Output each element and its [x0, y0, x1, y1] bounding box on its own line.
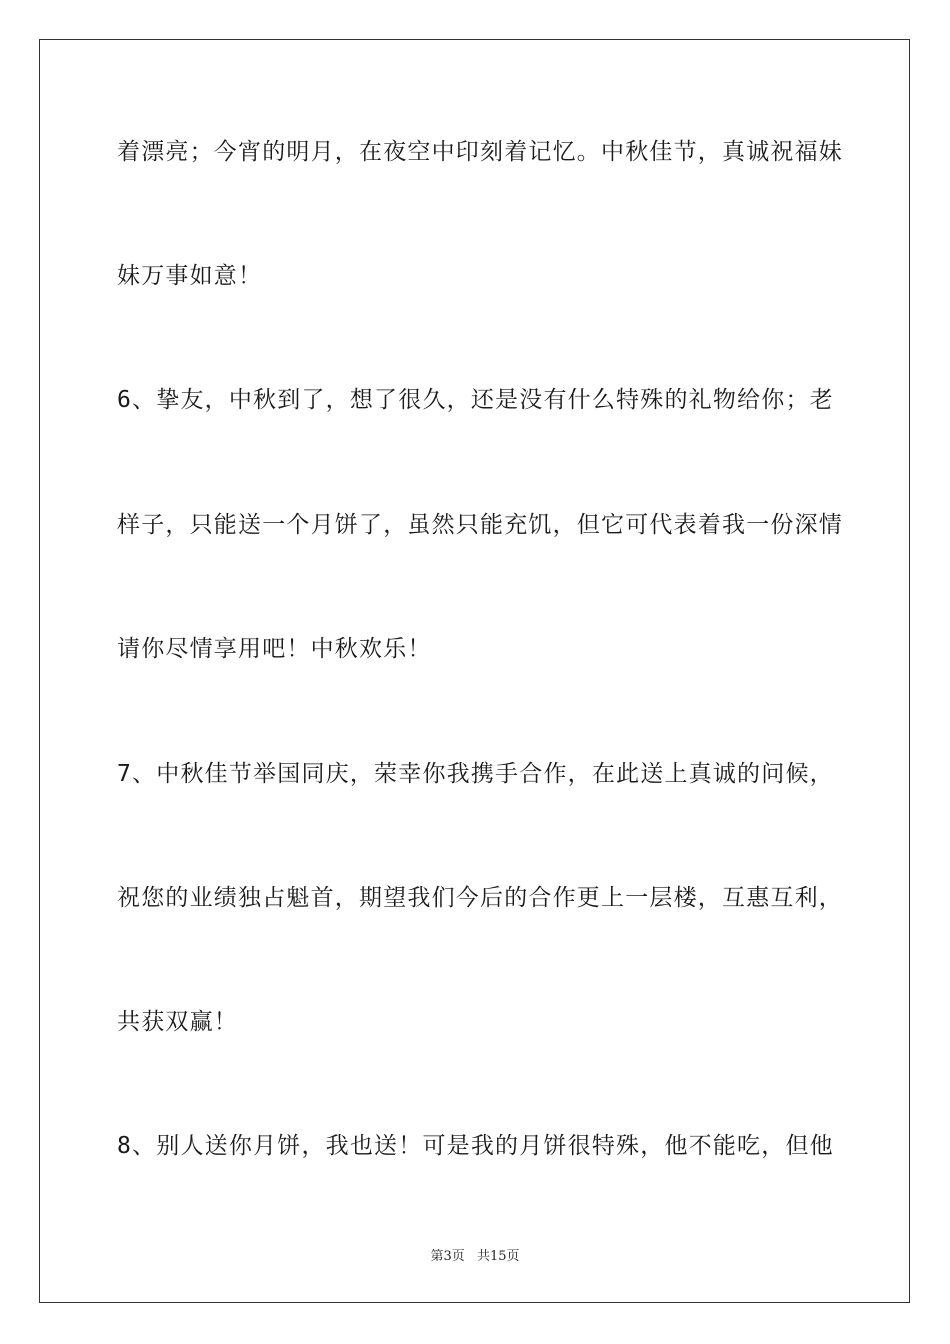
text-line: 祝您的业绩独占魁首，期望我们今后的合作更上一层楼，互惠互利， — [117, 885, 843, 911]
text-line: 8、别人送你月饼，我也送！可是我的月饼很特殊，他不能吃，但他 — [117, 1133, 834, 1159]
page-border — [39, 39, 910, 1303]
text-line: 请你尽情享用吧！中秋欢乐！ — [117, 636, 432, 662]
text-line: 共获双赢！ — [117, 1009, 238, 1035]
page-total: 共15页 — [476, 1249, 520, 1264]
text-line: 样子，只能送一个月饼了，虽然只能充饥，但它可代表着我一份深情 — [117, 512, 843, 538]
page-footer — [0, 1248, 950, 1266]
page-number: 第3页 — [430, 1249, 465, 1264]
text-line: 6、挚友，中秋到了，想了很久，还是没有什么特殊的礼物给你；老 — [117, 387, 834, 413]
text-line: 妹万事如意！ — [117, 263, 263, 289]
text-line: 7、中秋佳节举国同庆，荣幸你我携手合作，在此送上真诚的问候， — [117, 761, 834, 787]
text-line: 着漂亮；今宵的明月，在夜空中印刻着记忆。中秋佳节，真诚祝福妹 — [117, 139, 843, 165]
